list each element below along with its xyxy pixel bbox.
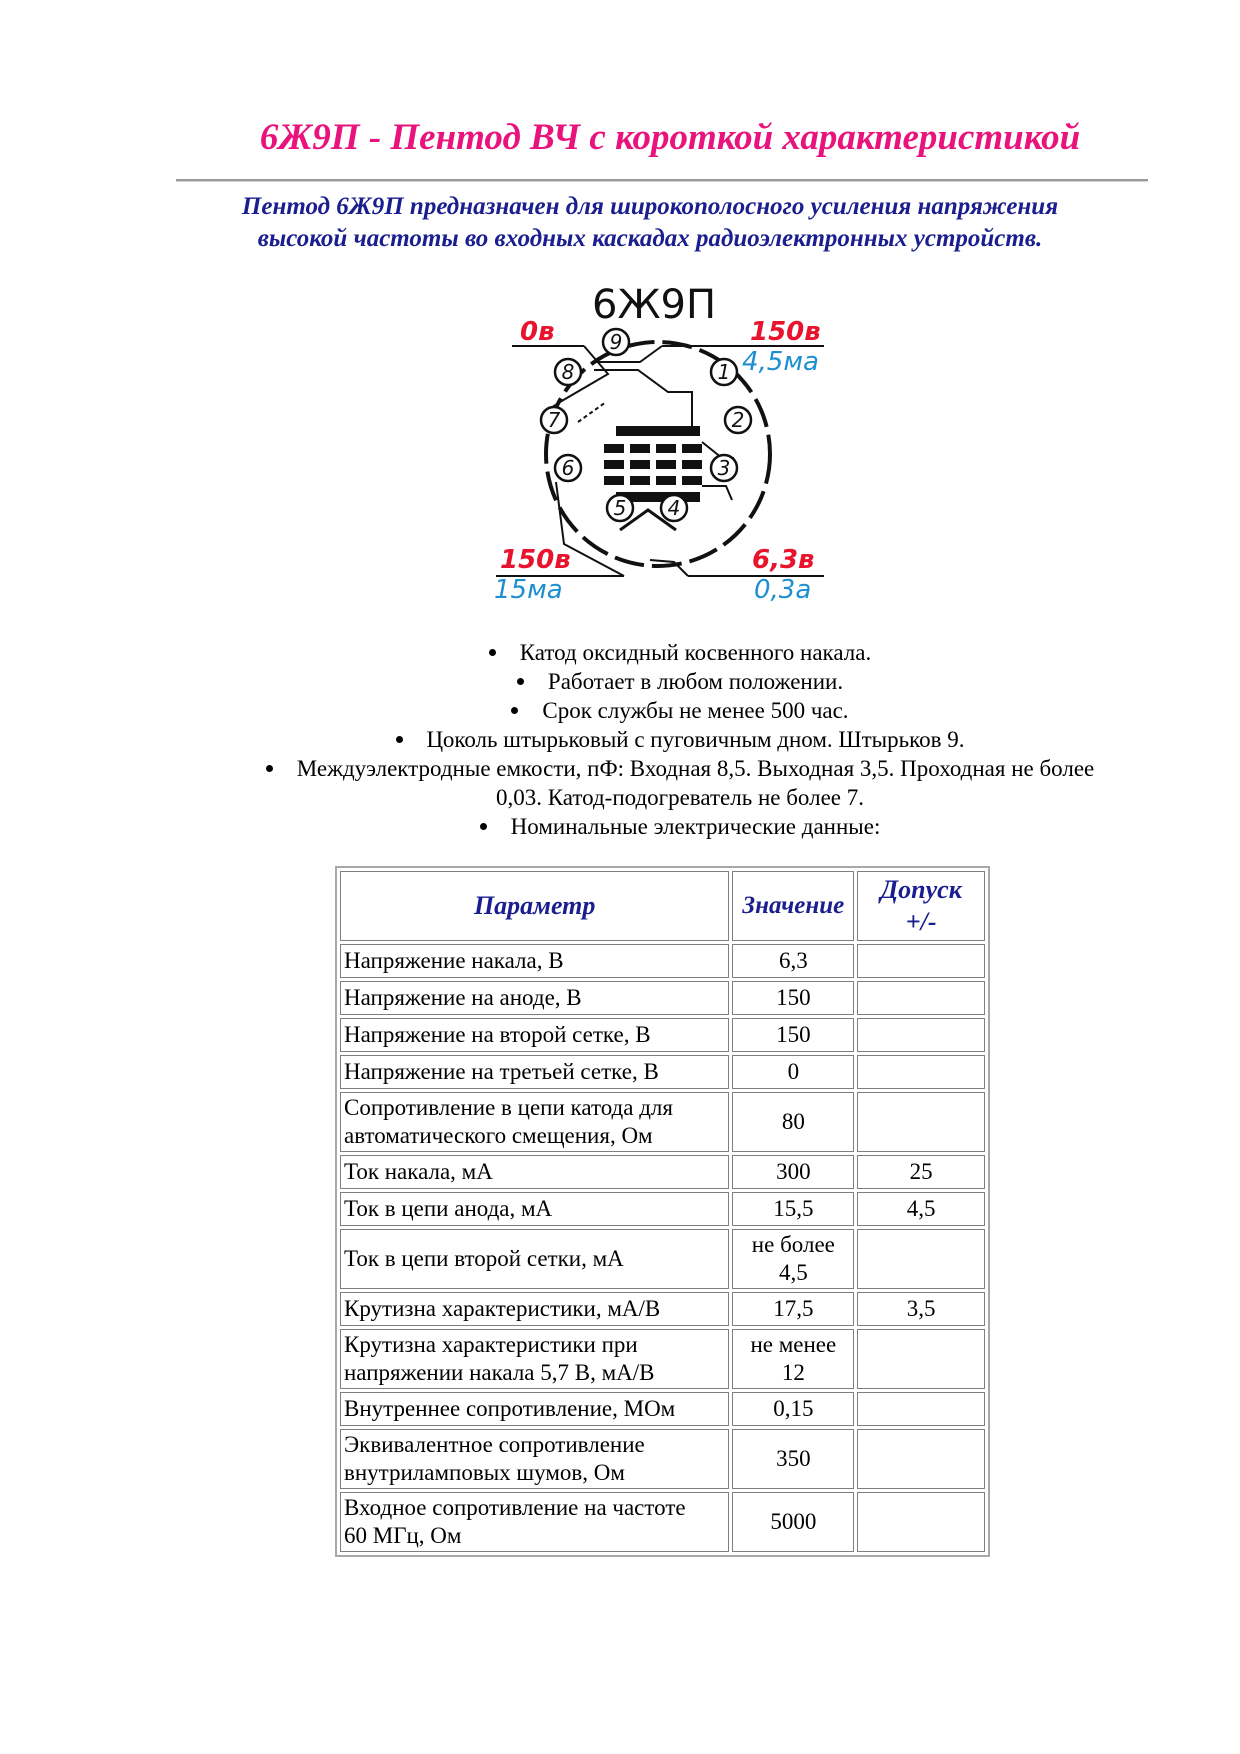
intro-line-2: высокой частоты во входных каскадах радиоэлектронных устройств. xyxy=(257,225,1043,252)
cell-tolerance: 25 xyxy=(857,1155,985,1189)
label-bottom-left-current: 15ма xyxy=(494,575,563,605)
cell-parameter: Напряжение накала, В xyxy=(340,944,729,978)
cell-value: не более 4,5 xyxy=(732,1229,854,1289)
table-row xyxy=(340,1392,985,1426)
label-top-right-voltage: 150в xyxy=(750,317,821,347)
cell-value: 350 xyxy=(732,1429,854,1489)
cell-tolerance: 3,5 xyxy=(857,1292,985,1326)
list-item: Катод оксидный косвенного накала. xyxy=(210,638,1150,667)
cell-value: 0,15 xyxy=(732,1392,854,1426)
cell-parameter: Внутреннее сопротивление, МОм xyxy=(340,1392,729,1426)
cell-tolerance xyxy=(857,1055,985,1089)
cell-tolerance: 4,5 xyxy=(857,1192,985,1226)
cell-parameter: Ток в цепи анода, мА xyxy=(340,1192,729,1226)
cell-value: 15,5 xyxy=(732,1192,854,1226)
label-bottom-left-voltage: 150в xyxy=(500,545,571,575)
cell-value: 5000 xyxy=(732,1492,854,1552)
lead-bottom-right xyxy=(650,560,688,576)
horizontal-rule xyxy=(176,179,1148,182)
list-item: Междуэлектродные емкости, пФ: Входная 8,5. Выходная 3,5. Проходная не более 0,03. Катод-подогреватель не более 7. xyxy=(210,754,1150,812)
table-header-row xyxy=(340,871,985,941)
intro-text xyxy=(150,191,1150,255)
cell-tolerance xyxy=(857,1392,985,1426)
cell-parameter: Напряжение на аноде, В xyxy=(340,981,729,1015)
cell-tolerance xyxy=(857,1329,985,1389)
bullet-icon xyxy=(511,707,518,714)
table-row xyxy=(340,944,985,978)
bullet-icon xyxy=(489,649,496,656)
table-row xyxy=(340,1429,985,1489)
table-row xyxy=(340,1229,985,1289)
cell-value: 150 xyxy=(732,1018,854,1052)
header-tolerance: Допуск +/- xyxy=(857,871,985,941)
cell-tolerance xyxy=(857,1492,985,1552)
cell-parameter: Входное сопротивление на частоте 60 МГц, Ом xyxy=(340,1492,729,1552)
cell-tolerance xyxy=(857,1229,985,1289)
list-item: Срок службы не менее 500 час. xyxy=(210,696,1150,725)
cell-parameter: Напряжение на третьей сетке, В xyxy=(340,1055,729,1089)
tube-name-label: 6Ж9П xyxy=(592,282,717,328)
parameters-table xyxy=(335,866,990,1557)
cell-parameter: Крутизна характеристики при напряжении накала 5,7 В, мА/В xyxy=(340,1329,729,1389)
intro-line-1: Пентод 6Ж9П предназначен для широкополосного усиления напряжения xyxy=(241,193,1059,220)
pin-label-4: 4 xyxy=(667,496,681,520)
pin-label-8: 8 xyxy=(561,360,575,384)
pin-label-1: 1 xyxy=(717,360,731,384)
cell-parameter: Напряжение на второй сетке, В xyxy=(340,1018,729,1052)
bullet-icon xyxy=(266,765,273,772)
parameters-table-wrapper xyxy=(335,866,990,1557)
cell-parameter: Сопротивление в цепи катода для автоматического смещения, Ом xyxy=(340,1092,729,1152)
inner-wire-c xyxy=(578,402,606,422)
table-body xyxy=(340,944,985,1552)
electrode-grid xyxy=(604,426,702,502)
pin-label-6: 6 xyxy=(561,456,575,480)
table-row xyxy=(340,1055,985,1089)
table-row xyxy=(340,1192,985,1226)
cell-value: 6,3 xyxy=(732,944,854,978)
cell-tolerance xyxy=(857,1018,985,1052)
inner-wire-a xyxy=(594,370,692,434)
pin-label-7: 7 xyxy=(547,408,561,432)
list-item: Цоколь штырьковый с пуговичным дном. Штырьков 9. xyxy=(210,725,1150,754)
table-row xyxy=(340,1329,985,1389)
header-value: Значение xyxy=(732,871,854,941)
table-row xyxy=(340,1492,985,1552)
table-row xyxy=(340,1292,985,1326)
inner-wire-d xyxy=(702,486,732,500)
label-top-right-current: 4,5ма xyxy=(742,347,819,377)
pin-label-9: 9 xyxy=(609,330,623,354)
cell-parameter: Эквивалентное сопротивление внутриламповых шумов, Ом xyxy=(340,1429,729,1489)
cell-value: 300 xyxy=(732,1155,854,1189)
table-row xyxy=(340,1155,985,1189)
cell-parameter: Ток накала, мА xyxy=(340,1155,729,1189)
bullet-icon xyxy=(396,736,403,743)
bullet-icon xyxy=(480,823,487,830)
cell-tolerance xyxy=(857,1092,985,1152)
table-row xyxy=(340,1018,985,1052)
pin-label-3: 3 xyxy=(717,456,731,480)
page-title: 6Ж9П - Пентод ВЧ с короткой характеристикой xyxy=(259,117,1081,158)
cell-parameter: Ток в цепи второй сетки, мА xyxy=(340,1229,729,1289)
pin-label-2: 2 xyxy=(731,408,745,432)
cell-value: 80 xyxy=(732,1092,854,1152)
cell-tolerance xyxy=(857,944,985,978)
table-row xyxy=(340,981,985,1015)
header-parameter: Параметр xyxy=(340,871,729,941)
table-row xyxy=(340,1092,985,1152)
label-bottom-right-current: 0,3а xyxy=(754,575,812,605)
label-bottom-right-voltage: 6,3в xyxy=(752,545,815,575)
list-item: Работает в любом положении. xyxy=(210,667,1150,696)
cell-value: 17,5 xyxy=(732,1292,854,1326)
cell-value: не менее 12 xyxy=(732,1329,854,1389)
cell-tolerance xyxy=(857,1429,985,1489)
label-top-left: 0в xyxy=(520,317,555,347)
list-item: Номинальные электрические данные: xyxy=(210,812,1150,841)
feature-list xyxy=(210,638,1150,841)
cell-parameter: Крутизна характеристики, мА/В xyxy=(340,1292,729,1326)
pinout-diagram xyxy=(488,282,828,612)
cell-tolerance xyxy=(857,981,985,1015)
cell-value: 150 xyxy=(732,981,854,1015)
pin-label-5: 5 xyxy=(613,496,627,520)
bullet-icon xyxy=(517,678,524,685)
cell-value: 0 xyxy=(732,1055,854,1089)
